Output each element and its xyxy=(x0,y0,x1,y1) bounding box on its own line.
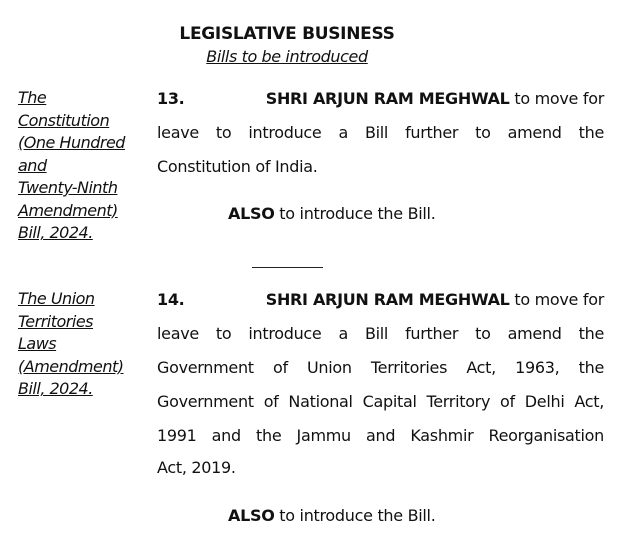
bill-title-13 xyxy=(18,87,143,245)
bill-title-line: Constitution xyxy=(18,110,110,130)
bill-title-line: Laws xyxy=(18,334,57,353)
mover-name: SHRI ARJUN RAM MEGHWAL xyxy=(265,290,510,309)
item-number: 13. xyxy=(157,89,185,108)
item-14-line-6: Act, 2019. xyxy=(157,458,236,477)
item-text: to move for xyxy=(509,89,604,108)
bill-title-line: Bill, 2024. xyxy=(18,223,93,242)
item-13-line-3: Constitution of India. xyxy=(157,157,318,176)
bill-title-line: (Amendment) xyxy=(18,356,124,376)
item-13-line-1 xyxy=(157,89,604,108)
item-14-line-4: Government of National Capital Territory of Delhi Act, xyxy=(157,392,604,411)
also-text: to introduce the Bill. xyxy=(274,506,436,525)
also-label: ALSO xyxy=(228,506,275,525)
item-14-line-5: 1991 and the Jammu and Kashmir Reorganisation xyxy=(157,426,604,445)
mover-name: SHRI ARJUN RAM MEGHWAL xyxy=(265,89,510,108)
bill-title-line: Twenty-Ninth xyxy=(18,178,118,197)
bill-title-line: Territories xyxy=(18,311,94,331)
separator-line xyxy=(252,267,323,268)
item-14-also xyxy=(228,506,436,525)
also-label: ALSO xyxy=(228,204,275,223)
page-title: LEGISLATIVE BUSINESS xyxy=(179,24,395,44)
bill-title-line: The Union xyxy=(18,289,95,308)
item-number: 14. xyxy=(157,290,185,309)
item-14-line-3: Government of Union Territories Act, 1963, the xyxy=(157,358,604,377)
item-text: to move for xyxy=(509,290,604,309)
item-13-line-2: leave to introduce a Bill further to amend the xyxy=(157,123,604,142)
bill-title-line: Amendment) xyxy=(18,200,118,220)
item-14-line-2: leave to introduce a Bill further to amend the xyxy=(157,324,604,343)
bill-title-line: Bill, 2024. xyxy=(18,379,93,398)
page-subtitle: Bills to be introduced xyxy=(206,47,368,66)
also-text: to introduce the Bill. xyxy=(274,204,436,223)
bill-title-line: and xyxy=(18,155,47,175)
item-14-line-1 xyxy=(157,290,604,309)
bill-title-line: The xyxy=(18,88,47,107)
bill-title-line: (One Hundred xyxy=(18,133,125,152)
bill-title-14 xyxy=(18,288,143,401)
item-13-also xyxy=(228,204,436,223)
